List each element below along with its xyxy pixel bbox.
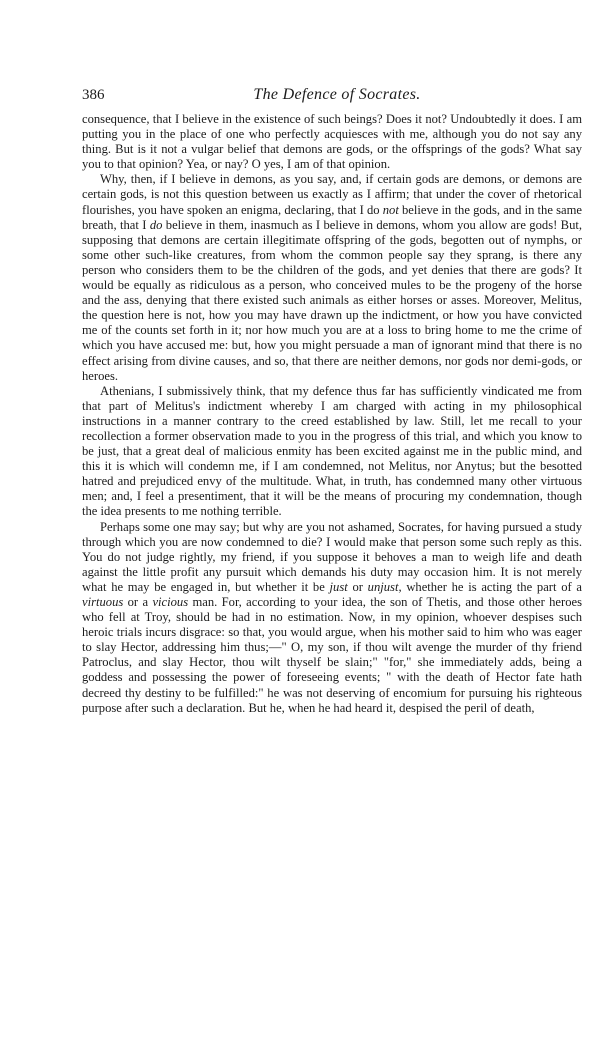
paragraph-1 bbox=[82, 112, 582, 172]
text-run: Why, then, if I believe in demons, as you say, and, if certain gods are demons, or demons are certain gods, is not this question between us exactly as I affirm; that under the cover of rhetorical flourishes, you have spoken an enigma, declaring, that I do bbox=[82, 172, 582, 217]
text-run: man. For, according to your idea, the son of Thetis, and those other heroes who fell at Troy, should be had in no estimation. Now, in my opinion, whoever despises such heroic trials incurs disgrace: so that, you would argue, when his mother said to him who was eager to slay Hector, addressing him thus;—" O, my son, if thou wilt avenge the murder of thy friend Patroclus, and slay Hector, thou wilt thyself be slain;" "for," she immediately adds, being a goddess and possessing the power of foreseeing events; " with the death of Hector fate hath decreed thy destiny to be fulfilled:" he was not deserving of encomium for pursuing his righteous purpose after such a declaration. But he, when he had heard it, despised the peril of death, bbox=[82, 595, 583, 715]
book-page bbox=[82, 86, 582, 716]
italic-word: not bbox=[382, 202, 399, 217]
italic-word: unjust, bbox=[367, 579, 402, 594]
page-header bbox=[82, 86, 582, 108]
text-run: believe in them, inasmuch as I believe in demons, whom you allow are gods! But, supposing that demons are certain illegitimate offspring of the gods, begotten out of nymphs, or some other such-like creatures, from whom the common people say they sprang, is there any person who considers them to be the children of the gods, and yet denies that there are gods? It would be equally as ridiculous as a person, who conceived mules to be the progeny of the horse and the ass, denying that there existed such animals as either horses or asses. Moreover, Melitus, the question here is not, how you may have drawn up the indictment, or how you have convicted me of the counts set forth in it; nor how much you are at a loss to bring home to me the crime of which you have accused me: but, how you might persuade a man of ignorant mind that there is no effect arising from divine causes, and so, that there are neither demons, nor gods nor demi-gods, or heroes. bbox=[82, 217, 583, 383]
text-run: whether he is acting the part of a bbox=[401, 579, 582, 594]
paragraph-3 bbox=[82, 384, 582, 520]
italic-word: do bbox=[149, 217, 163, 232]
text-run: or bbox=[347, 579, 368, 594]
italic-word: vicious bbox=[152, 595, 189, 609]
running-title: The Defence of Socrates. bbox=[253, 86, 421, 103]
text-run: Perhaps some one may say; but why are you not ashamed, Socrates, for having pursued a study through which you are now condemned to die? I would make that person some such reply as this. You do not judge rightly, my friend, if you suppose it behoves a man to weigh life and death against the little profit any pursuit which demands his duty may occasion him. It is not merely what he may be engaged in, but whether it be bbox=[82, 519, 582, 594]
paragraph-4 bbox=[82, 520, 582, 716]
paragraph-2 bbox=[82, 172, 582, 383]
page-number: 386 bbox=[82, 87, 105, 103]
italic-word: virtuous bbox=[82, 595, 124, 609]
text-run: or a bbox=[123, 595, 153, 609]
text-run: Athenians, I submissively think, that my defence thus far has sufficiently vindicated me from that part of Melitus's indictment whereby I am charged with acting in my philosophical instructions in a manner contrary to the creed established by law. Still, let me recall to your recollection a former observation made to you in the progress of this trial, and which you know to be just, that a great deal of malicious enmity has been excited against me in the public mind, and this it is which will condemn me, if I am condemned, not Melitus, nor Anytus; but the besotted hatred and prejudiced envy of the multitude. What, in truth, has condemned many other virtuous men; and, I feel a presentiment, that it will be the means of procuring my condemnation, though the idea presents to me nothing terrible. bbox=[82, 383, 582, 519]
body-text bbox=[82, 112, 582, 716]
italic-word: just bbox=[329, 579, 348, 594]
text-run: consequence, that I believe in the existence of such beings? Does it not? Undoubtedly it does. I am putting you in the place of one who perfectly acquiesces with me, although you do not say any thing. But is it not a vulgar belief that demons are gods, or the offsprings of the gods? What say you to that opinion? Yea, or nay? O yes, I am of that opinion. bbox=[82, 112, 582, 172]
text-run: believe in the gods, and in the same breath, that I bbox=[82, 202, 582, 232]
